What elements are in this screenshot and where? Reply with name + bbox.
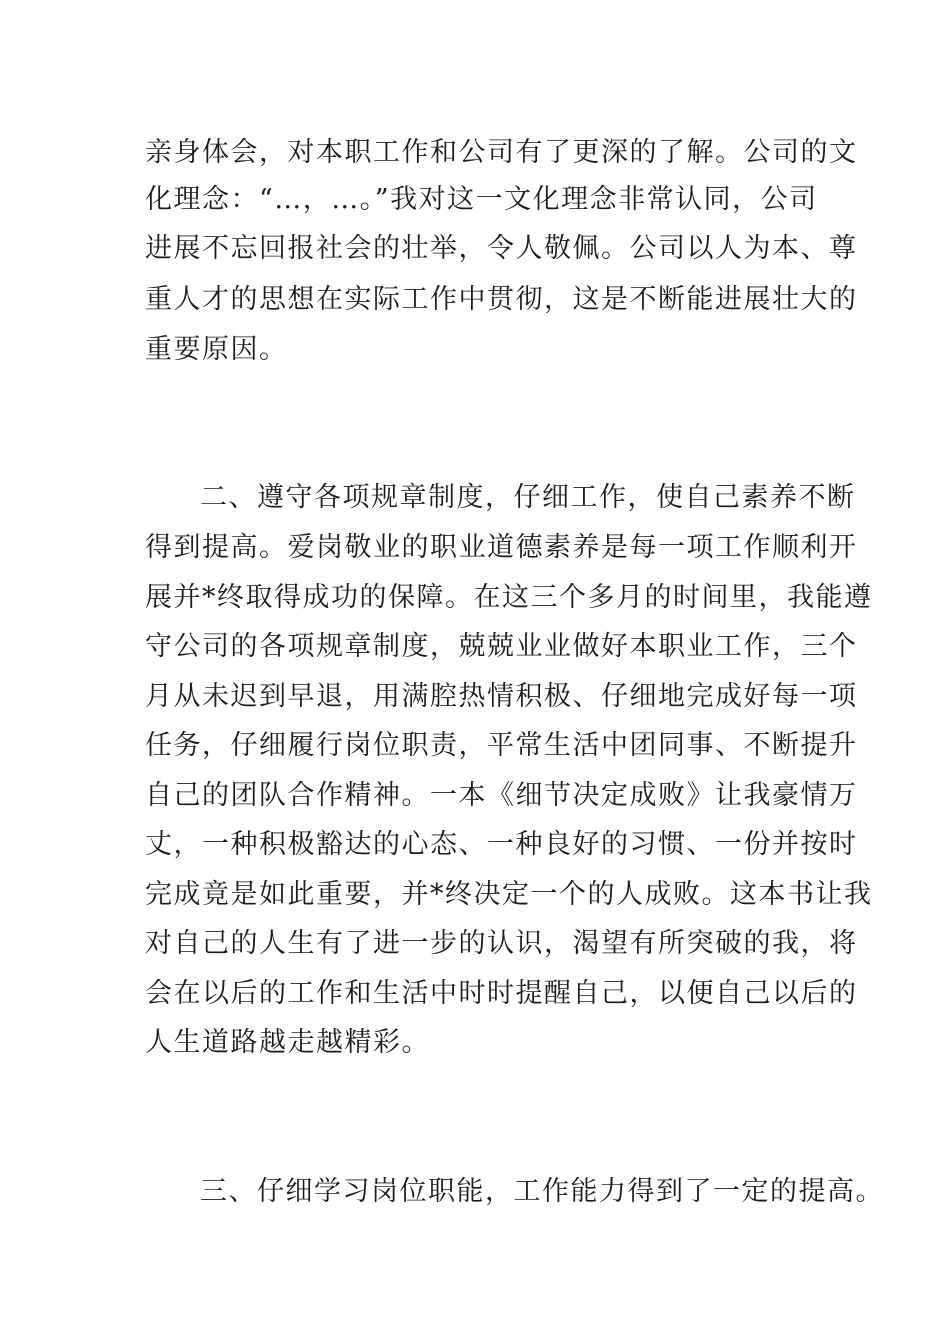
text-line: 亲身体会，对本职工作和公司有了更深的了解。公司的文: [145, 137, 858, 168]
text-line: 自己的团队合作精神。一本《细节决定成败》让我豪情万: [145, 780, 858, 811]
section-heading-2: 二、遵守各项规章制度，仔细工作，使自己素养不断: [200, 482, 856, 513]
text-line: 完成竟是如此重要，并*终决定一个的人成败。这本书让我: [145, 879, 873, 910]
section-heading-3: 三、仔细学习岗位职能，工作能力得到了一定的提高。: [200, 1176, 884, 1207]
text-line: 重要原因。: [145, 334, 288, 365]
text-line: 丈，一种积极豁达的心态、一种良好的习惯、一份并按时: [145, 829, 858, 860]
text-line: 任务，仔细履行岗位职责，平常生活中团同事、不断提升: [145, 730, 858, 761]
text-line: 进展不忘回报社会的壮举，令人敬佩。公司以人为本、尊: [145, 233, 858, 264]
text-line: 月从未迟到早退，用满腔热情积极、仔细地完成好每一项: [145, 681, 858, 712]
text-line: 对自己的人生有了进一步的认识，渴望有所突破的我，将: [145, 928, 858, 959]
text-line: 人生道路越走越精彩。: [145, 1027, 430, 1058]
text-line: 得到提高。爱岗敬业的职业道德素养是每一项工作顺利开: [145, 532, 858, 563]
text-line: 会在以后的工作和生活中时时提醒自己，以便自己以后的: [145, 978, 858, 1009]
text-line: 展并*终取得成功的保障。在这三个多月的时间里，我能遵: [145, 582, 873, 613]
text-line: 守公司的各项规章制度，兢兢业业做好本职业工作，三个: [145, 631, 858, 662]
text-line: 化理念：“…，…。”我对这一文化理念非常认同，公司: [145, 184, 818, 215]
text-line: 重人才的思想在实际工作中贯彻，这是不断能进展壮大的: [145, 284, 858, 315]
